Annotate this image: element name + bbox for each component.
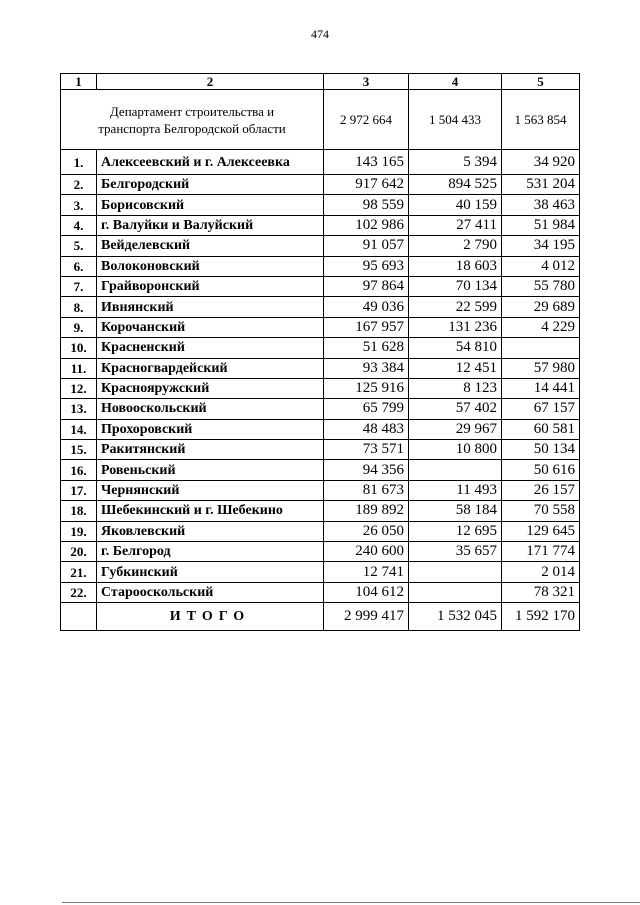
value-col5: 4 012 (502, 256, 580, 276)
district-name: Губкинский (97, 562, 324, 582)
value-col5: 29 689 (502, 297, 580, 317)
value-col4: 894 525 (409, 175, 502, 195)
row-number: 6. (61, 256, 97, 276)
table-row (61, 419, 580, 439)
table-row (61, 460, 580, 480)
table-row (61, 317, 580, 337)
row-number: 2. (61, 175, 97, 195)
row-number: 7. (61, 276, 97, 296)
district-name: Чернянский (97, 480, 324, 500)
page-bottom-edge (62, 902, 640, 903)
row-number: 17. (61, 480, 97, 500)
value-col3: 94 356 (324, 460, 409, 480)
row-number: 20. (61, 542, 97, 562)
district-name: Прохоровский (97, 419, 324, 439)
value-col3: 102 986 (324, 215, 409, 235)
value-col3: 167 957 (324, 317, 409, 337)
row-number: 22. (61, 582, 97, 602)
table-row (61, 338, 580, 358)
department-col5: 1 563 854 (502, 90, 580, 150)
row-number: 21. (61, 562, 97, 582)
table-row (61, 195, 580, 215)
value-col5: 171 774 (502, 542, 580, 562)
district-name: Красненский (97, 338, 324, 358)
table-row (61, 582, 580, 602)
row-number: 13. (61, 399, 97, 419)
table-row (61, 215, 580, 235)
value-col3: 65 799 (324, 399, 409, 419)
department-name-line1: Департамент строительства и (109, 103, 275, 119)
row-number: 4. (61, 215, 97, 235)
page-number: 474 (311, 27, 329, 41)
row-number: 11. (61, 358, 97, 378)
value-col4: 29 967 (409, 419, 502, 439)
value-col4: 131 236 (409, 317, 502, 337)
value-col3: 240 600 (324, 542, 409, 562)
value-col5: 51 984 (502, 215, 580, 235)
value-col4: 57 402 (409, 399, 502, 419)
district-name: г. Валуйки и Валуйский (97, 215, 324, 235)
table-row (61, 501, 580, 521)
value-col4: 27 411 (409, 215, 502, 235)
district-name: Вейделевский (97, 236, 324, 256)
value-col5: 70 558 (502, 501, 580, 521)
value-col5: 26 157 (502, 480, 580, 500)
district-name: Краснояружский (97, 378, 324, 398)
row-number: 15. (61, 440, 97, 460)
row-number: 19. (61, 521, 97, 541)
total-label: ИТОГО (97, 603, 324, 631)
value-col4: 22 599 (409, 297, 502, 317)
column-number: 2 (97, 74, 324, 90)
table-row (61, 236, 580, 256)
table-row (61, 440, 580, 460)
table-row (61, 480, 580, 500)
value-col4 (409, 582, 502, 602)
value-col3: 189 892 (324, 501, 409, 521)
value-col3: 98 559 (324, 195, 409, 215)
value-col5: 2 014 (502, 562, 580, 582)
value-col5: 57 980 (502, 358, 580, 378)
table-row (61, 562, 580, 582)
value-col3: 917 642 (324, 175, 409, 195)
value-col5: 78 321 (502, 582, 580, 602)
value-col5: 60 581 (502, 419, 580, 439)
district-name: Волоконовский (97, 256, 324, 276)
table-row (61, 542, 580, 562)
district-name: Ровеньский (97, 460, 324, 480)
value-col3: 125 916 (324, 378, 409, 398)
district-name: Красногвардейский (97, 358, 324, 378)
table-row (61, 150, 580, 175)
value-col3: 95 693 (324, 256, 409, 276)
column-number: 1 (61, 74, 97, 90)
total-empty-cell (61, 603, 97, 631)
column-number: 4 (409, 74, 502, 90)
row-number: 9. (61, 317, 97, 337)
value-col5: 4 229 (502, 317, 580, 337)
row-number: 3. (61, 195, 97, 215)
value-col3: 73 571 (324, 440, 409, 460)
total-col4: 1 532 045 (409, 603, 502, 631)
department-row (61, 90, 580, 150)
value-col4: 40 159 (409, 195, 502, 215)
total-col3: 2 999 417 (324, 603, 409, 631)
district-name: Грайворонский (97, 276, 324, 296)
value-col5: 55 780 (502, 276, 580, 296)
district-name: г. Белгород (97, 542, 324, 562)
district-name: Борисовский (97, 195, 324, 215)
value-col3: 97 864 (324, 276, 409, 296)
row-number: 10. (61, 338, 97, 358)
value-col3: 93 384 (324, 358, 409, 378)
department-col3: 2 972 664 (324, 90, 409, 150)
value-col5: 50 616 (502, 460, 580, 480)
value-col4: 12 451 (409, 358, 502, 378)
value-col4: 35 657 (409, 542, 502, 562)
total-col5: 1 592 170 (502, 603, 580, 631)
district-name: Белгородский (97, 175, 324, 195)
value-col4: 8 123 (409, 378, 502, 398)
value-col5: 67 157 (502, 399, 580, 419)
table-row (61, 175, 580, 195)
row-number: 16. (61, 460, 97, 480)
table-row (61, 256, 580, 276)
table-row (61, 276, 580, 296)
value-col5: 38 463 (502, 195, 580, 215)
value-col3: 12 741 (324, 562, 409, 582)
column-number-header (61, 74, 580, 90)
value-col5: 34 195 (502, 236, 580, 256)
value-col3: 26 050 (324, 521, 409, 541)
department-col4: 1 504 433 (409, 90, 502, 150)
district-name: Алексеевский и г. Алексеевка (97, 150, 324, 175)
value-col4: 5 394 (409, 150, 502, 175)
table-row (61, 521, 580, 541)
table-row (61, 399, 580, 419)
row-number: 8. (61, 297, 97, 317)
row-number: 5. (61, 236, 97, 256)
value-col4: 18 603 (409, 256, 502, 276)
column-number: 5 (502, 74, 580, 90)
value-col4: 58 184 (409, 501, 502, 521)
table-row (61, 378, 580, 398)
district-name: Ракитянский (97, 440, 324, 460)
row-number: 1. (61, 150, 97, 175)
budget-table (60, 73, 580, 631)
value-col5 (502, 338, 580, 358)
row-number: 18. (61, 501, 97, 521)
value-col4: 54 810 (409, 338, 502, 358)
value-col4: 11 493 (409, 480, 502, 500)
department-name (61, 90, 324, 150)
district-name: Старооскольский (97, 582, 324, 602)
district-name: Корочанский (97, 317, 324, 337)
total-row (61, 603, 580, 631)
value-col5: 50 134 (502, 440, 580, 460)
value-col5: 531 204 (502, 175, 580, 195)
value-col5: 14 441 (502, 378, 580, 398)
district-name: Новооскольский (97, 399, 324, 419)
value-col3: 91 057 (324, 236, 409, 256)
table-row (61, 358, 580, 378)
value-col4: 10 800 (409, 440, 502, 460)
value-col4 (409, 460, 502, 480)
row-number: 12. (61, 378, 97, 398)
value-col3: 143 165 (324, 150, 409, 175)
district-name: Яковлевский (97, 521, 324, 541)
value-col5: 129 645 (502, 521, 580, 541)
value-col4: 70 134 (409, 276, 502, 296)
value-col3: 81 673 (324, 480, 409, 500)
value-col4: 2 790 (409, 236, 502, 256)
value-col3: 51 628 (324, 338, 409, 358)
value-col3: 48 483 (324, 419, 409, 439)
value-col4 (409, 562, 502, 582)
value-col3: 104 612 (324, 582, 409, 602)
district-name: Ивнянский (97, 297, 324, 317)
row-number: 14. (61, 419, 97, 439)
column-number: 3 (324, 74, 409, 90)
table-row (61, 297, 580, 317)
value-col3: 49 036 (324, 297, 409, 317)
value-col5: 34 920 (502, 150, 580, 175)
department-name-line2: транспорта Белгородской области (98, 120, 286, 136)
district-name: Шебекинский и г. Шебекино (97, 501, 324, 521)
value-col4: 12 695 (409, 521, 502, 541)
